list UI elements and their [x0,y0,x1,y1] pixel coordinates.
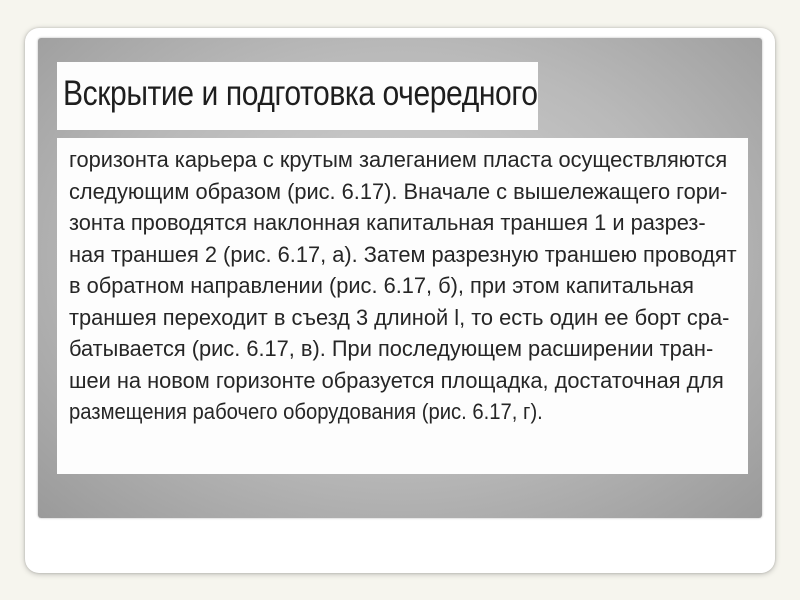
slide-title: Вскрытие и подготовка очередного [63,74,538,113]
body-line: батывается (рис. 6.17, в). При последующем расширении тран- [69,336,714,361]
body-line: зонта проводятся наклонная капитальная траншея 1 и разрез- [69,210,706,235]
title-strip [57,62,538,130]
body-line: следующим образом (рис. 6.17). Вначале с вышележащего гори- [69,178,728,204]
body-line: горизонта карьера с крутым залеганием пласта осуществляются [69,147,728,172]
body-line: в обратном направлении (рис. 6.17, б), при этом капитальная [69,273,694,298]
body-line: ная траншея 2 (рис. 6.17, а). Затем разрезную траншею проводят [69,241,737,267]
body-text [69,144,758,428]
body-line: размещения рабочего оборудования (рис. 6.17, г). [69,399,543,424]
body-line: шеи на новом горизонте образуется площадка, достаточная для [69,367,724,393]
text-block [57,138,748,474]
body-line: траншея переходит в съезд 3 длиной l, то есть один ее борт сра- [69,304,730,330]
